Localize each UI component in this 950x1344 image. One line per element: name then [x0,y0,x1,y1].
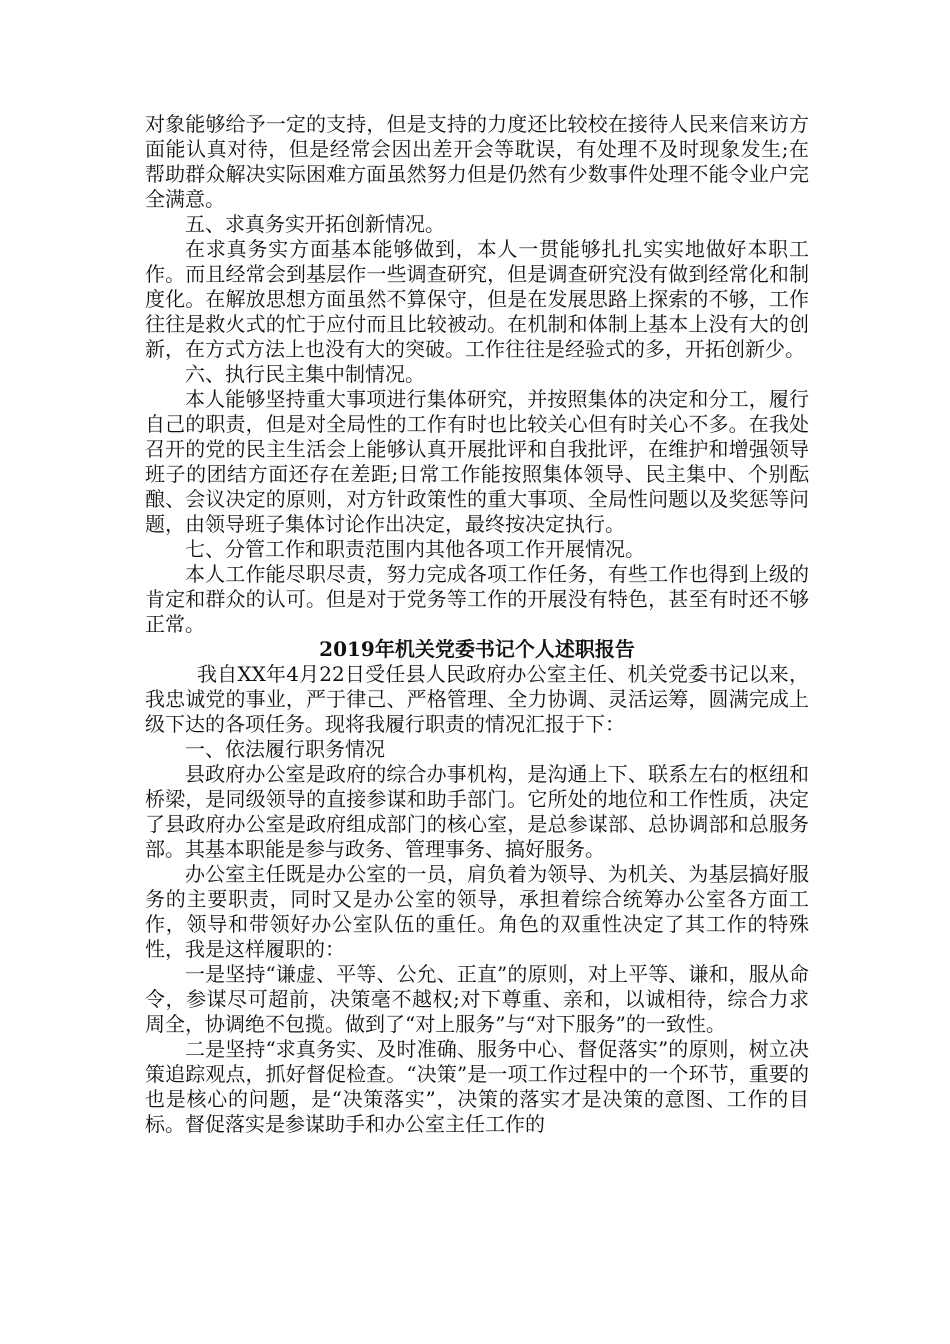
heading-section-five: 五、求真务实开拓创新情况。 [185,212,445,236]
paragraph-section-five: 在求真务实方面基本能够做到，本人一贯能够扎扎实实地做好本职工作。而且经常会到基层作一些调查研究，但是调查研究没有做到经常化和制度化。在解放思想方面虽然不算保守，但是在发展思路上探索的不够，工作往往是救火式的忙于应付而且比较被动。在机制和体制上基本上没有大的创新，在方式方法上也没有大的突破。工作往往是经验式的多，开拓创新少。 [145,237,809,361]
paragraph-section-seven: 本人工作能尽职尽责，努力完成各项工作任务，有些工作也得到上级的肯定和群众的认可。但是对于党务等工作的开展没有特色，甚至有时还不够正常。 [145,562,809,636]
paragraph-support: 对象能够给予一定的支持，但是支持的力度还比较校在接待人民来信来访方面能认真对待，但是经常会因出差开会等耽误，有处理不及时现象发生;在帮助群众解决实际困难方面虽然努力但是仍然有少数事件处理不能令业户完全满意。 [145,112,809,211]
heading-section-seven: 七、分管工作和职责范围内其他各项工作开展情况。 [185,537,645,561]
paragraph-section-six: 本人能够坚持重大事项进行集体研究，并按照集体的决定和分工，履行自己的职责，但是对全局性的工作有时也比较关心但有时关心不多。在我处召开的党的民主生活会上能够认真开展批评和自我批评，在维护和增强领导班子的团结方面还存在差距;日常工作能按照集体领导、民主集中、个别酝酿、会议决定的原则，对方针政策性的重大事项、全局性问题以及奖惩等问题，由领导班子集体讨论作出决定，最终按决定执行。 [145,387,809,536]
paragraph-principle-one: 一是坚持“谦虚、平等、公允、正直”的原则，对上平等、谦和，服从命令，参谋尽可超前，决策毫不越权;对下尊重、亲和，以诚相待，综合力求周全，协调绝不包揽。做到了“对上服务”与“对下服务”的一致性。 [145,962,809,1036]
paragraph-intro: 我自XX年4月22日受任县人民政府办公室主任、机关党委书记以来，我忠诚党的事业，严于律己、严格管理、全力协调、灵活运筹，圆满完成上级下达的各项任务。现将我履行职责的情况汇报于下： [145,662,809,736]
document-page [145,112,809,1137]
paragraph-director-role: 办公室主任既是办公室的一员，肩负着为领导、为机关、为基层搞好服务的主要职责，同时又是办公室的领导，承担着综合统筹办公室各方面工作，领导和带领好办公室队伍的重任。角色的双重性决定了其工作的特殊性，我是这样履职的： [145,862,809,961]
heading-section-six: 六、执行民主集中制情况。 [185,362,425,386]
paragraph-principle-two: 二是坚持“求真务实、及时准确、服务中心、督促落实”的原则，树立决策追踪观点，抓好督促检查。“决策”是一项工作过程中的一个环节，重要的也是核心的问题，是“决策落实”，决策的落实才是决策的意图、工作的目标。督促落实是参谋助手和办公室主任工作的 [145,1037,809,1136]
report-title: 2019年机关党委书记个人述职报告 [319,637,635,661]
paragraph-office-role: 县政府办公室是政府的综合办事机构，是沟通上下、联系左右的枢纽和桥梁，是同级领导的直接参谋和助手部门。它所处的地位和工作性质，决定了县政府办公室是政府组成部门的核心室，是总参谋部、总协调部和总服务部。其基本职能是参与政务、管理事务、搞好服务。 [145,762,809,861]
heading-duty-performance: 一、依法履行职务情况 [185,737,385,761]
